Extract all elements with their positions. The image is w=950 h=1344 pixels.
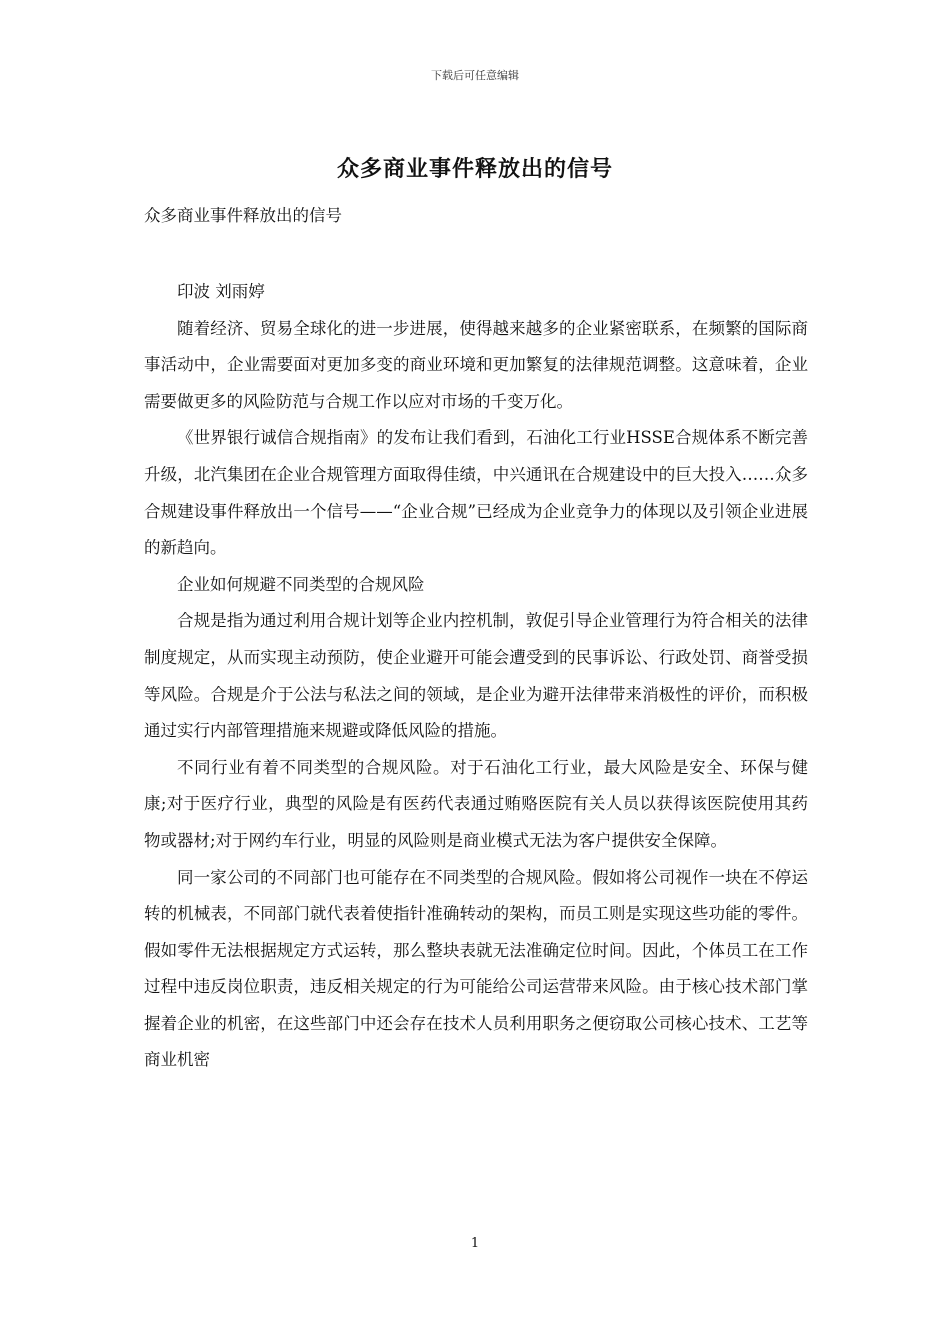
paragraph: 随着经济、贸易全球化的进一步进展，使得越来越多的企业紧密联系，在频繁的国际商事活动中，企业需要面对更加多变的商业环境和更加繁复的法律规范调整。这意味着，企业需要做更多的风险防范与合规工作以应对市场的千变万化。 [144, 318, 808, 411]
document-subtitle: 众多商业事件释放出的信号 [144, 206, 342, 225]
page-number: 1 [470, 1236, 480, 1251]
page-header-note: 下载后可任意编辑 [431, 69, 519, 82]
section-heading: 企业如何规避不同类型的合规风险 [177, 574, 425, 594]
article-body [144, 274, 808, 1079]
paragraph: 合规是指为通过利用合规计划等企业内控机制，敦促引导企业管理行为符合相关的法律制度规定，从而实现主动预防，使企业避开可能会遭受到的民事诉讼、行政处罚、商誉受损等风险。合规是介于公法与私法之间的领域，是企业为避开法律带来消极性的评价，而积极通过实行内部管理措施来规避或降低风险的措施。 [144, 611, 808, 741]
author-line: 印波 刘雨婷 [177, 282, 265, 301]
paragraph: 同一家公司的不同部门也可能存在不同类型的合规风险。假如将公司视作一块在不停运转的机械表，不同部门就代表着使指针准确转动的架构，而员工则是实现这些功能的零件。假如零件无法根据规定方式运转，那么整块表就无法准确定位时间。因此，个体员工在工作过程中违反岗位职责，违反相关规定的行为可能给公司运营带来风险。由于核心技术部门掌握着企业的机密，在这些部门中还会存在技术人员利用职务之便窃取公司核心技术、工艺等商业机密 [144, 867, 808, 1070]
paragraph: 《世界银行诚信合规指南》的发布让我们看到，石油化工行业HSSE合规体系不断完善升级，北汽集团在企业合规管理方面取得佳绩，中兴通讯在合规建设中的巨大投入……众多合规建设事件释放出一个信号——“企业合规”已经成为企业竞争力的体现以及引领企业进展的新趋向。 [144, 428, 808, 558]
paragraph: 不同行业有着不同类型的合规风险。对于石油化工行业，最大风险是安全、环保与健康;对于医疗行业，典型的风险是有医药代表通过贿赂医院有关人员以获得该医院使用其药物或器材;对于网约车行业，明显的风险则是商业模式无法为客户提供安全保障。 [144, 757, 808, 850]
document-title: 众多商业事件释放出的信号 [336, 157, 613, 182]
